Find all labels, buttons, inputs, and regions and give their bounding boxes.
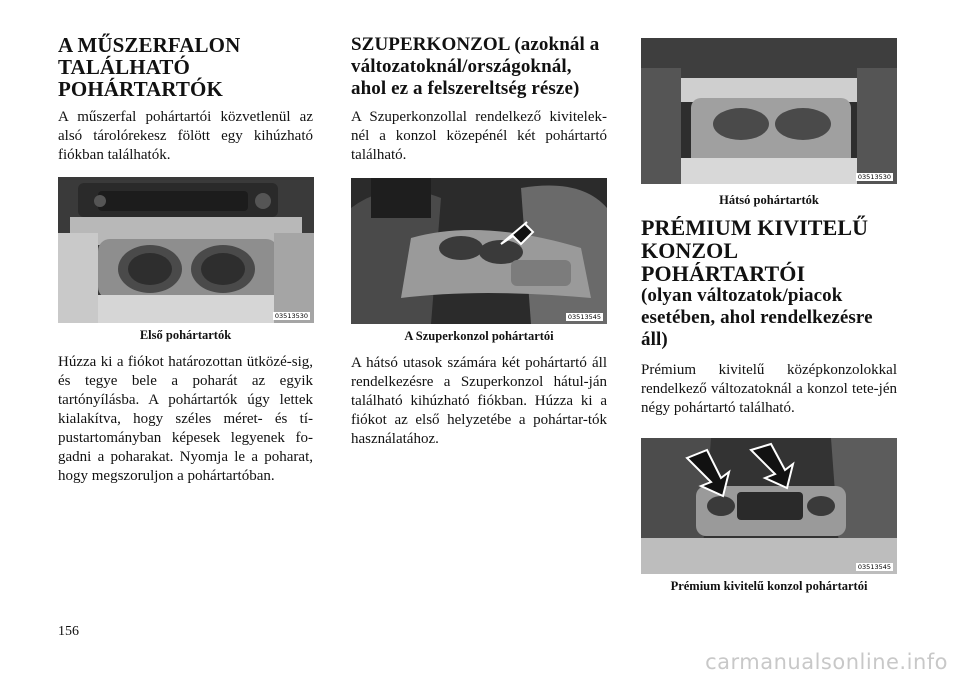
watermark: carmanualsonline.info <box>705 650 948 674</box>
figure-id: 03513530 <box>857 173 891 181</box>
body-text: Húzza ki a fiókot határozottan ütközé-sig, és tegye bele a poharát az egyik tartónyílásba. A pohártartók úgy lettek kialakítva, hogy széles méret- és tí-pustartományban képesek legyenek fo-gadni a poharakat. Nyomja le a poharat, hogy megszoruljon a pohártartóban. <box>58 354 313 484</box>
body-text: A hátsó utasok számára két pohártartó áll rendelkezésre a Szuperkonzol hátul-ján található kihúzható fiókban. Húzza ki a fiókot az első helyzetébe a pohártar-tók használatához. <box>351 355 607 447</box>
superconsole-illustration <box>351 178 607 324</box>
front-cupholder-illustration <box>58 177 314 323</box>
caption-rear-cupholders: Hátsó pohártartók <box>719 193 819 207</box>
superconsole-photo <box>351 178 607 324</box>
figure-id: 03513545 <box>567 313 601 321</box>
body-text: Prémium kivitelű középkonzolokkal rendelkező változatoknál a konzol tete-jén négy pohártartó található. <box>641 362 897 416</box>
heading-premium-console <box>641 216 897 351</box>
column-2 <box>351 34 607 449</box>
caption-front-cupholders: Első pohártartók <box>139 328 232 342</box>
intro-text: A Szuperkonzollal rendelkező kivitelek-nél a konzol közepénél két pohártartó található. <box>351 109 607 163</box>
figure-id: 03513545 <box>857 563 891 571</box>
rear-cupholder-photo <box>641 38 897 184</box>
heading-premium-sub: (olyan változatok/piacok esetében, ahol rendelkezésre áll) <box>641 285 873 350</box>
heading-superconsole <box>351 34 607 100</box>
column-3 <box>641 38 897 594</box>
premium-console-photo <box>641 438 897 574</box>
front-cupholder-photo <box>58 177 314 323</box>
caption-premium-console: Prémium kivitelű konzol pohártartói <box>670 579 868 593</box>
heading-superconsole-text: SZUPERKONZOL (azoknál a változatoknál/országoknál, ahol ez a felszereltség része) <box>351 34 600 99</box>
rear-cupholder-illustration <box>641 38 897 184</box>
column-1 <box>58 34 313 486</box>
figure-id: 03513530 <box>274 312 308 320</box>
caption-superconsole: A Szuperkonzol pohártartói <box>404 329 554 343</box>
intro-text: A műszerfal pohártartói közvetlenül az alsó tárolórekesz fölött egy kihúzható fiókban találhatók. <box>58 109 313 163</box>
premium-console-illustration <box>641 438 897 574</box>
heading-dashboard-cupholders: A MŰSZERFALON TALÁLHATÓ POHÁRTARTÓK <box>58 33 241 101</box>
heading-premium-main: PRÉMIUM KIVITELŰ KONZOL POHÁRTARTÓI <box>641 215 869 286</box>
page-number: 156 <box>58 624 79 639</box>
